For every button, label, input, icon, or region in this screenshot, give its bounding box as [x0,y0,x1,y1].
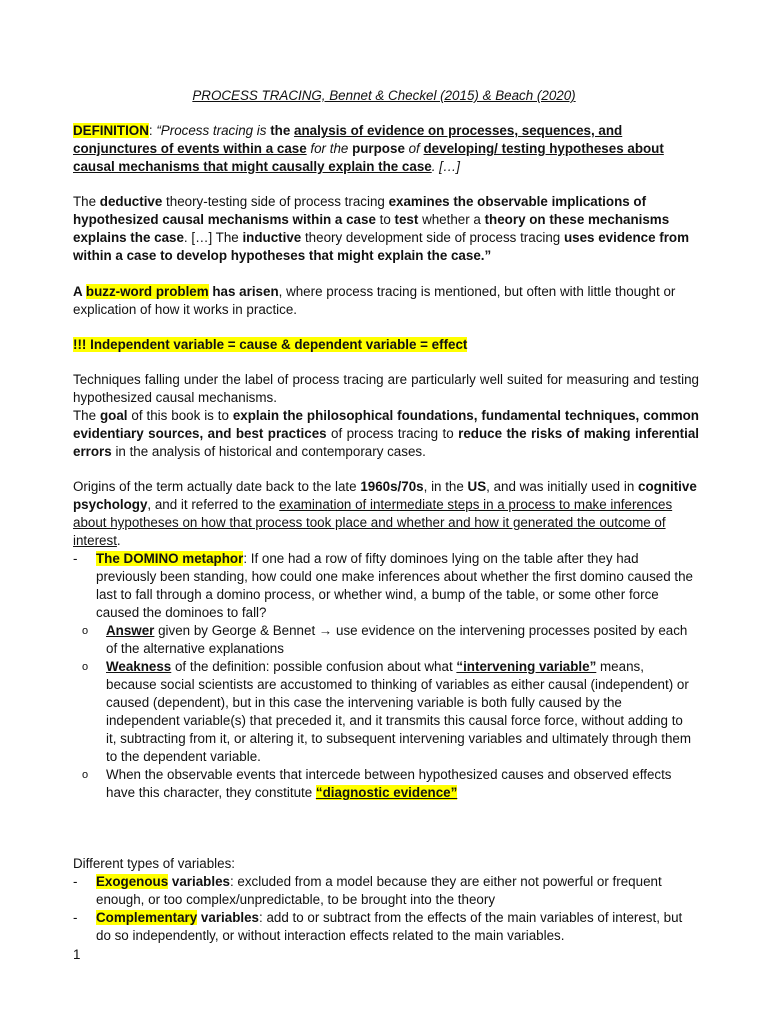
intervening-variable-term: “intervening variable” [456,659,597,674]
sub-bullet-icon: o [82,661,89,673]
bullet-dash-icon: - [73,551,78,566]
weakness-item: Weakness of the definition: possible confusion about what “intervening variable” means, because social scientists are accustomed to thinking of variables as either causal (independent) or caused (dependent), but in this case the intervening variable is both fully caused by the independent variable(s) that preceded it, and it transmits this causal force force, without adding to it, subtracting from it, or altering it, to subsequent intervening variables and ultimately through them to the dependent variable. [106,659,692,764]
sub-bullet-icon: o [82,625,89,637]
definition-paragraph: DEFINITION: “Process tracing is the analysis of evidence on processes, sequences, and conjunctures of events within a case for the purpose of developing/ testing hypotheses about causal mechanisms that might causally explain the case. […] [73,123,664,174]
variable-types-heading: Different types of variables: [73,856,236,871]
complementary-item: Complementary variables: add to or subtract from the effects of the main variables of interest, but do so independently, or without interaction effects related to the main variables. [96,910,683,943]
origins-paragraph: Origins of the term actually date back to the late 1960s/70s, in the US, and was initially used in cognitive psychology, and it referred to the examination of intermediate steps in a process to make inferences about hypotheses on how that process took place and whether and how it generated the outcome of interest. [73,479,697,548]
bullet-dash-icon: - [73,910,78,925]
arrow-icon: → [318,623,333,638]
domino-label: The DOMINO metaphor [96,551,244,566]
techniques-paragraph: Techniques falling under the label of process tracing are particularly well suited for measuring and testing hypothesized causal mechanisms. The goal of this book is to explain the philosophical foundations, fundamental techniques, common evidentiary sources, and best practices of process tracing to reduce the risks of making inferential errors in the analysis of historical and contemporary cases. [73,372,699,459]
document-title: PROCESS TRACING, Bennet & Checkel (2015) & Beach (2020) [192,88,576,103]
variable-warning: !!! Independent variable = cause & dependent variable = effect [73,337,468,352]
answer-item: Answer given by George & Bennet → use evidence on the intervening processes posited by each of the alternative explanations [106,623,688,656]
diagnostic-evidence-item: When the observable events that intercede between hypothesized causes and observed effects have this character, they constitute “diagnostic evidence” [106,767,672,800]
diagnostic-evidence-term: “diagnostic evidence” [315,785,458,800]
sub-bullet-icon: o [82,769,89,781]
definition-analysis-phrase: analysis of evidence on processes, sequences, and conjunctures of events within a case [73,123,623,156]
bullet-dash-icon: - [73,874,78,889]
page-number: 1 [73,947,81,962]
buzz-word-highlight: buzz-word problem [85,284,209,299]
exogenous-item: Exogenous variables: excluded from a model because they are either not powerful or frequent enough, or too complex/unpredictable, to be brought into the theory [96,874,662,907]
definition-purpose-phrase: developing/ testing hypotheses about causal mechanisms that might causally explain the case [73,141,664,174]
definition-label: DEFINITION [73,123,149,138]
buzz-word-paragraph: A buzz-word problem has arisen, where process tracing is mentioned, but often with little thought or explication of how it works in practice. [73,284,676,317]
domino-metaphor-item: The DOMINO metaphor: If one had a row of fifty dominoes lying on the table after they had previously been standing, how could one make inferences about whether the first domino caused the last to fall through a domino process, or whether wind, a bump of the table, or some other force caused the dominoes to fall? [96,551,693,620]
deductive-paragraph: The deductive theory-testing side of process tracing examines the observable implications of hypothesized causal mechanisms within a case to test whether a theory on these mechanisms explains the case. […] The inductive theory development side of process tracing uses evidence from within a case to develop hypotheses that might explain the case.” [73,194,690,263]
